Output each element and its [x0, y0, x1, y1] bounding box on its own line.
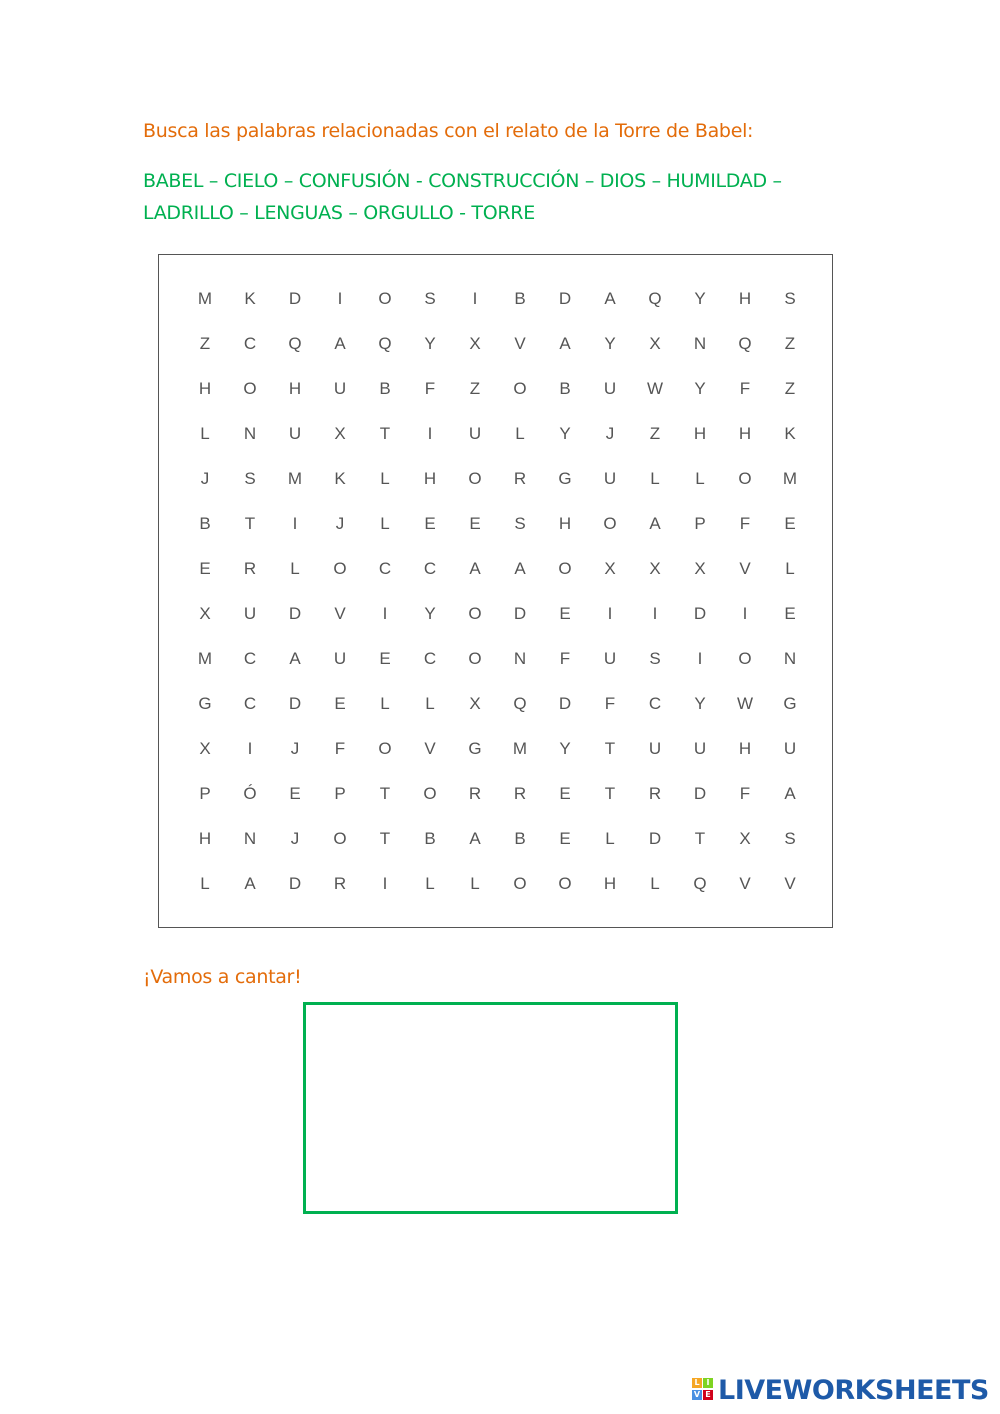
- grid-letter[interactable]: L: [380, 469, 390, 488]
- grid-letter[interactable]: V: [739, 874, 751, 893]
- grid-letter[interactable]: H: [423, 469, 437, 488]
- grid-letter[interactable]: I: [292, 514, 298, 533]
- grid-letter[interactable]: P: [694, 514, 706, 533]
- grid-letter[interactable]: H: [288, 379, 302, 398]
- grid-letter[interactable]: C: [378, 559, 392, 578]
- grid-letter[interactable]: Z: [784, 379, 796, 398]
- grid-letter[interactable]: O: [333, 829, 347, 848]
- grid-letter[interactable]: B: [379, 379, 391, 398]
- grid-letter[interactable]: O: [333, 559, 347, 578]
- grid-letter[interactable]: O: [738, 469, 752, 488]
- grid-letter[interactable]: Q: [513, 694, 527, 713]
- grid-letter[interactable]: D: [288, 604, 302, 623]
- grid-letter[interactable]: H: [603, 874, 617, 893]
- grid-letter[interactable]: E: [559, 604, 571, 623]
- grid-letter[interactable]: I: [697, 649, 703, 668]
- grid-letter[interactable]: F: [424, 379, 436, 398]
- grid-letter[interactable]: B: [424, 829, 436, 848]
- grid-letter[interactable]: I: [382, 874, 388, 893]
- grid-letter[interactable]: I: [652, 604, 658, 623]
- grid-letter[interactable]: L: [380, 514, 390, 533]
- logo-letter: V: [693, 1390, 701, 1399]
- grid-letter[interactable]: N: [243, 424, 257, 443]
- grid-letter[interactable]: R: [513, 784, 527, 803]
- grid-letter[interactable]: J: [335, 514, 345, 533]
- grid-letter[interactable]: D: [693, 784, 707, 803]
- grid-letter[interactable]: L: [695, 469, 705, 488]
- grid-letter[interactable]: U: [333, 379, 347, 398]
- grid-letter[interactable]: O: [468, 649, 482, 668]
- grid-letter[interactable]: A: [469, 829, 481, 848]
- brand-name: LIVEWORKSHEETS: [718, 1374, 989, 1406]
- grid-letter[interactable]: I: [382, 604, 388, 623]
- grid-letter[interactable]: L: [605, 829, 615, 848]
- grid-letter[interactable]: S: [424, 289, 436, 308]
- grid-letter[interactable]: X: [199, 739, 211, 758]
- grid-letter[interactable]: V: [514, 334, 526, 353]
- logo-letter: L: [692, 1378, 702, 1388]
- grid-letter[interactable]: Y: [604, 334, 616, 353]
- grid-letter[interactable]: O: [423, 784, 437, 803]
- grid-letter[interactable]: X: [469, 694, 481, 713]
- grid-letter[interactable]: R: [468, 784, 482, 803]
- grid-letter[interactable]: D: [693, 604, 707, 623]
- grid-letter[interactable]: J: [290, 739, 300, 758]
- grid-letter[interactable]: U: [603, 469, 617, 488]
- grid-letter[interactable]: D: [648, 829, 662, 848]
- grid-letter[interactable]: L: [470, 874, 480, 893]
- grid-letter[interactable]: T: [604, 784, 616, 803]
- grid-letter[interactable]: F: [739, 784, 751, 803]
- grid-letter[interactable]: U: [243, 604, 257, 623]
- grid-letter[interactable]: B: [514, 289, 526, 308]
- grid-letter[interactable]: U: [468, 424, 482, 443]
- grid-letter[interactable]: M: [197, 289, 213, 308]
- word-list-line-2: LADRILLO – LENGUAS – ORGULLO - TORRE: [143, 202, 535, 224]
- grid-letter[interactable]: L: [290, 559, 300, 578]
- grid-letter[interactable]: S: [514, 514, 526, 533]
- grid-letter[interactable]: L: [515, 424, 525, 443]
- grid-letter[interactable]: M: [512, 739, 528, 758]
- grid-letter[interactable]: C: [648, 694, 662, 713]
- grid-letter[interactable]: A: [469, 559, 481, 578]
- grid-letter[interactable]: O: [513, 874, 527, 893]
- grid-letter[interactable]: G: [198, 694, 212, 713]
- grid-letter[interactable]: A: [514, 559, 526, 578]
- grid-letter[interactable]: U: [603, 379, 617, 398]
- grid-letter[interactable]: U: [648, 739, 662, 758]
- grid-letter[interactable]: K: [244, 289, 256, 308]
- grid-letter[interactable]: U: [783, 739, 797, 758]
- grid-letter[interactable]: E: [784, 604, 796, 623]
- grid-letter[interactable]: X: [649, 334, 661, 353]
- grid-letter[interactable]: I: [607, 604, 613, 623]
- grid-letter[interactable]: O: [468, 469, 482, 488]
- grid-letter[interactable]: Y: [559, 739, 571, 758]
- grid-letter[interactable]: F: [559, 649, 571, 668]
- grid-letter[interactable]: L: [200, 874, 210, 893]
- grid-letter[interactable]: J: [290, 829, 300, 848]
- grid-letter[interactable]: G: [558, 469, 572, 488]
- grid-letter[interactable]: E: [379, 649, 391, 668]
- grid-letter[interactable]: C: [423, 649, 437, 668]
- grid-letter[interactable]: M: [782, 469, 798, 488]
- grid-letter[interactable]: I: [337, 289, 343, 308]
- grid-letter[interactable]: Q: [288, 334, 302, 353]
- grid-letter[interactable]: S: [784, 829, 796, 848]
- grid-letter[interactable]: B: [199, 514, 211, 533]
- grid-letter[interactable]: Y: [694, 694, 706, 713]
- grid-letter[interactable]: L: [425, 874, 435, 893]
- grid-letter[interactable]: P: [334, 784, 346, 803]
- grid-letter[interactable]: X: [694, 559, 706, 578]
- grid-letter[interactable]: C: [243, 694, 257, 713]
- grid-letter[interactable]: Q: [693, 874, 707, 893]
- grid-letter[interactable]: I: [472, 289, 478, 308]
- grid-letter[interactable]: H: [198, 829, 212, 848]
- grid-letter[interactable]: U: [693, 739, 707, 758]
- grid-letter[interactable]: L: [650, 469, 660, 488]
- media-answer-box[interactable]: [303, 1002, 678, 1214]
- grid-letter[interactable]: E: [424, 514, 436, 533]
- grid-letter[interactable]: D: [558, 694, 572, 713]
- grid-letter[interactable]: H: [738, 289, 752, 308]
- grid-letter[interactable]: E: [469, 514, 481, 533]
- grid-letter[interactable]: O: [468, 604, 482, 623]
- grid-letter[interactable]: Q: [378, 334, 392, 353]
- grid-letter[interactable]: D: [513, 604, 527, 623]
- grid-letter[interactable]: L: [785, 559, 795, 578]
- grid-letter[interactable]: S: [649, 649, 661, 668]
- liveworksheets-logo-icon: [692, 1378, 714, 1402]
- grid-letter[interactable]: W: [646, 379, 664, 398]
- grid-letter[interactable]: A: [784, 784, 796, 803]
- grid-letter[interactable]: H: [738, 424, 752, 443]
- grid-letter[interactable]: O: [738, 649, 752, 668]
- grid-letter[interactable]: T: [379, 829, 391, 848]
- grid-letter[interactable]: J: [200, 469, 210, 488]
- grid-letter[interactable]: E: [784, 514, 796, 533]
- grid-letter[interactable]: D: [288, 874, 302, 893]
- grid-letter[interactable]: V: [784, 874, 796, 893]
- grid-letter[interactable]: X: [739, 829, 751, 848]
- grid-letter[interactable]: A: [244, 874, 256, 893]
- grid-letter[interactable]: V: [424, 739, 436, 758]
- grid-letter[interactable]: U: [333, 649, 347, 668]
- grid-letter[interactable]: Q: [648, 289, 662, 308]
- grid-letter[interactable]: E: [334, 694, 346, 713]
- grid-letter[interactable]: Z: [199, 334, 211, 353]
- grid-letter[interactable]: X: [199, 604, 211, 623]
- grid-letter[interactable]: R: [513, 469, 527, 488]
- grid-letter[interactable]: Y: [694, 379, 706, 398]
- instruction-text: Busca las palabras relacionadas con el relato de la Torre de Babel:: [143, 120, 754, 142]
- sing-prompt: ¡Vamos a cantar!: [143, 966, 302, 988]
- grid-letter[interactable]: G: [783, 694, 797, 713]
- grid-letter[interactable]: E: [559, 784, 571, 803]
- grid-letter[interactable]: D: [288, 694, 302, 713]
- grid-letter[interactable]: O: [243, 379, 257, 398]
- grid-letter[interactable]: A: [334, 334, 346, 353]
- grid-letter[interactable]: O: [558, 559, 572, 578]
- grid-letter[interactable]: A: [289, 649, 301, 668]
- grid-letter[interactable]: E: [289, 784, 301, 803]
- grid-letter[interactable]: F: [334, 739, 346, 758]
- grid-letter[interactable]: F: [739, 514, 751, 533]
- grid-letter[interactable]: X: [334, 424, 346, 443]
- grid-letter[interactable]: N: [243, 829, 257, 848]
- grid-letter[interactable]: H: [558, 514, 572, 533]
- grid-letter[interactable]: O: [558, 874, 572, 893]
- grid-letter[interactable]: K: [334, 469, 346, 488]
- grid-letter[interactable]: Ó: [243, 784, 257, 803]
- grid-letter[interactable]: Y: [424, 604, 436, 623]
- word-list-line-1: BABEL – CIELO – CONFUSIÓN - CONSTRUCCIÓN – DIOS – HUMILDAD –: [143, 170, 782, 192]
- grid-letter[interactable]: Y: [424, 334, 436, 353]
- grid-letter[interactable]: I: [742, 604, 748, 623]
- grid-letter[interactable]: S: [244, 469, 256, 488]
- grid-letter[interactable]: O: [603, 514, 617, 533]
- grid-letter[interactable]: O: [378, 739, 392, 758]
- grid-letter[interactable]: Z: [649, 424, 661, 443]
- grid-letter[interactable]: Z: [469, 379, 481, 398]
- grid-letter[interactable]: P: [199, 784, 211, 803]
- grid-letter[interactable]: V: [334, 604, 346, 623]
- grid-letter[interactable]: C: [423, 559, 437, 578]
- grid-letter[interactable]: L: [380, 694, 390, 713]
- grid-letter[interactable]: D: [288, 289, 302, 308]
- grid-letter[interactable]: M: [197, 649, 213, 668]
- grid-letter[interactable]: T: [379, 424, 391, 443]
- logo-letter: E: [703, 1390, 713, 1400]
- grid-letter[interactable]: H: [198, 379, 212, 398]
- grid-letter[interactable]: A: [604, 289, 616, 308]
- grid-letter[interactable]: A: [559, 334, 571, 353]
- grid-letter[interactable]: M: [287, 469, 303, 488]
- grid-letter[interactable]: S: [784, 289, 796, 308]
- grid-letter[interactable]: R: [333, 874, 347, 893]
- grid-letter[interactable]: C: [243, 334, 257, 353]
- grid-letter[interactable]: E: [559, 829, 571, 848]
- grid-letter[interactable]: F: [739, 379, 751, 398]
- grid-letter[interactable]: T: [379, 784, 391, 803]
- grid-letter[interactable]: T: [604, 739, 616, 758]
- grid-letter[interactable]: E: [199, 559, 211, 578]
- grid-letter[interactable]: O: [378, 289, 392, 308]
- grid-letter[interactable]: H: [693, 424, 707, 443]
- grid-letter[interactable]: I: [427, 424, 433, 443]
- grid-letter[interactable]: L: [425, 694, 435, 713]
- grid-letter[interactable]: W: [736, 694, 754, 713]
- grid-letter[interactable]: U: [603, 649, 617, 668]
- grid-letter[interactable]: Q: [738, 334, 752, 353]
- grid-letter[interactable]: B: [514, 829, 526, 848]
- grid-letter[interactable]: T: [244, 514, 256, 533]
- word-search-grid: [158, 254, 833, 928]
- grid-letter[interactable]: R: [648, 784, 662, 803]
- grid-letter[interactable]: J: [605, 424, 615, 443]
- grid-letter[interactable]: X: [649, 559, 661, 578]
- grid-letter[interactable]: K: [784, 424, 796, 443]
- grid-letter[interactable]: Z: [784, 334, 796, 353]
- grid-letter[interactable]: D: [558, 289, 572, 308]
- grid-letter[interactable]: A: [649, 514, 661, 533]
- grid-letter[interactable]: T: [694, 829, 706, 848]
- logo-letter: I: [703, 1378, 713, 1388]
- liveworksheets-brand: [692, 1374, 989, 1406]
- grid-letter[interactable]: F: [604, 694, 616, 713]
- grid-letter[interactable]: H: [738, 739, 752, 758]
- grid-letter[interactable]: G: [468, 739, 482, 758]
- grid-letter[interactable]: Y: [694, 289, 706, 308]
- grid-letter[interactable]: B: [559, 379, 571, 398]
- grid-letter[interactable]: C: [243, 649, 257, 668]
- grid-letter[interactable]: Y: [559, 424, 571, 443]
- grid-letter[interactable]: V: [739, 559, 751, 578]
- grid-letter[interactable]: R: [243, 559, 257, 578]
- grid-letter[interactable]: N: [513, 649, 527, 668]
- grid-letter[interactable]: I: [247, 739, 253, 758]
- grid-letter[interactable]: N: [783, 649, 797, 668]
- grid-letter[interactable]: L: [650, 874, 660, 893]
- grid-letter[interactable]: N: [693, 334, 707, 353]
- grid-letter[interactable]: X: [604, 559, 616, 578]
- grid-letter[interactable]: O: [513, 379, 527, 398]
- grid-letter[interactable]: X: [469, 334, 481, 353]
- grid-letter[interactable]: L: [200, 424, 210, 443]
- grid-letter[interactable]: U: [288, 424, 302, 443]
